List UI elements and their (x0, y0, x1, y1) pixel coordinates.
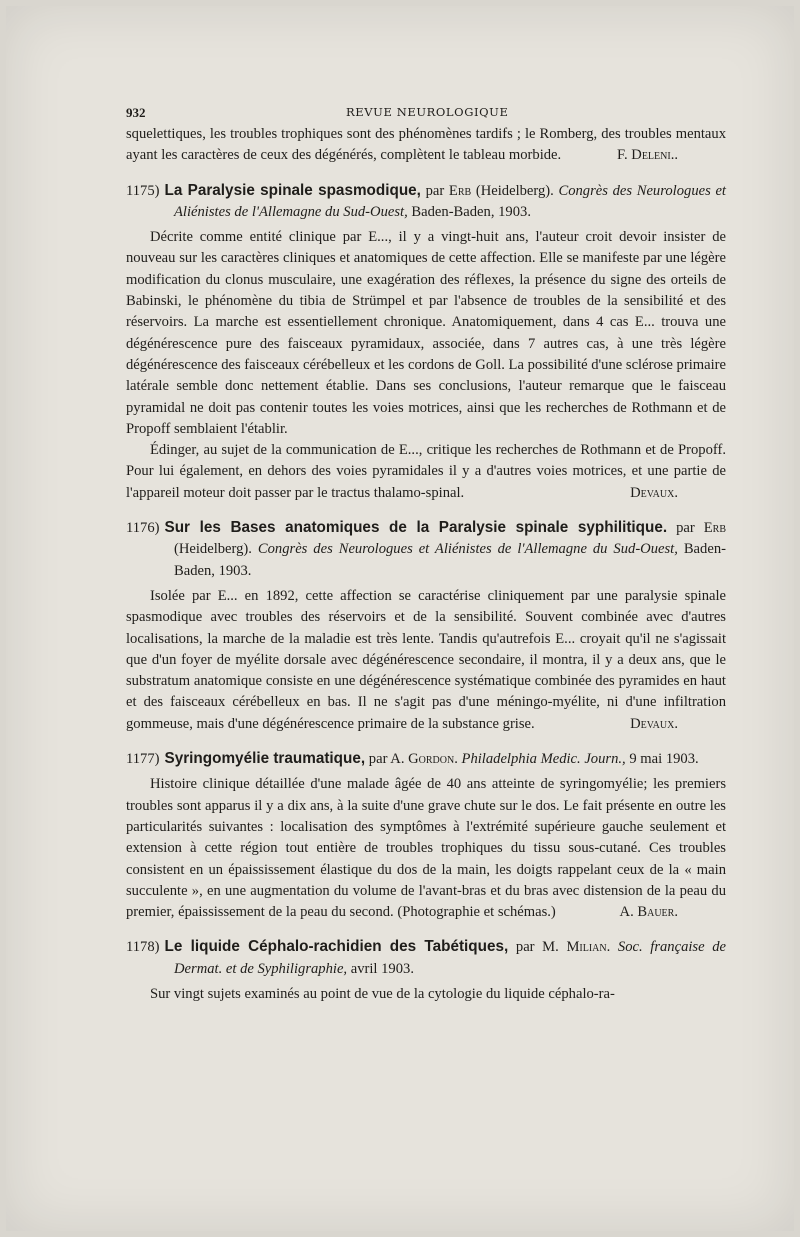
intro-signature: F. Deleni.. (617, 147, 678, 164)
review-text: Isolée par E... en 1892, cette affection se caractérise cliniquement par une paralysie spinale spasmodique avec troubles des réservoirs et de la sensibilité. Souvent combinée avec d'autres localisations, la marche de la maladie est très lente. Tandis qu'autrefois E... croyait qu'il ne s'agissait que d'un foyer de myélite dorsale avec dégénérescence secondaire, il montra, il y a deux ans, que le substratum anatomique consiste en une dégénérescence systématique combinée des pyramides en haut et des faisceaux cérébelleux en bas. Il ne s'agit pas d'une méningo-myélite, ni d'une infiltration gommeuse, mais d'une dégénérescence primaire de la substance grise. (126, 587, 726, 732)
entry-1177 (126, 748, 726, 923)
article-title: Le liquide Céphalo-rachidien des Tabétiques, (164, 938, 509, 956)
author-name: Erb (703, 520, 726, 537)
entry-heading (126, 936, 726, 980)
review-text: Histoire clinique détaillée d'une malade âgée de 40 ans atteinte de syringomyélie; les premiers troubles sont apparus il y a dix ans, à la suite d'une grave chute sur le dos. Le fait présente en outre les particularités suivantes : localisation des symptômes à l'extrémité supérieure gauche seulement et extension à cette région tout entière de troubles trophiques du tissu sous-cutané. Ces troubles consistent en un épaississement élastique du dos de la main, les doigts rappelant ceux de la « main succulente », en une augmentation du volume de l'avant-bras et du bras avec distension de la peau du premier, épaississement de la peau du second. (Photographie et schémas.) (126, 776, 726, 921)
author-name: Gordon. (408, 751, 458, 768)
source-title: Philadelphia Medic. Journ., (461, 751, 626, 768)
intro-paragraph (126, 124, 726, 167)
entry-1176 (126, 517, 726, 735)
author-name: Erb (448, 182, 472, 199)
author-place: (Heidelberg). (174, 541, 252, 558)
location-date: Baden-Baden, 1903. (411, 203, 531, 220)
author-name: Milian. (566, 939, 611, 956)
running-head (126, 102, 726, 124)
reviewer-signature: Devaux. (630, 484, 678, 501)
location-date: Baden-Baden, 1903. (174, 541, 726, 579)
review-paragraph (126, 586, 726, 735)
intro-text: squelettiques, les troubles trophiques sont des phénomènes tardifs ; le Romberg, des troubles mentaux ayant les caractères de ceux des dégénérés, complètent le tableau morbide. (126, 126, 726, 164)
review-paragraph: Sur vingt sujets examinés au point de vue de la cytologie du liquide céphalo-ra- (150, 985, 615, 1002)
source-title: Congrès des Neurologues et Aliénistes de l'Allemagne du Sud-Ouest, (257, 541, 678, 558)
reviewer-signature: A. Bauer. (619, 904, 678, 921)
entry-heading (126, 748, 726, 770)
review-paragraph (126, 440, 726, 504)
author-place: (Heidelberg). (475, 182, 554, 199)
by-word: par (676, 520, 695, 537)
review-paragraph (126, 774, 726, 923)
entry-number: 1175) (126, 182, 160, 199)
review-paragraph: Décrite comme entité clinique par E..., il y a vingt-huit ans, l'auteur croit devoir insister de nouveau sur les caractères cliniques et anatomiques de cette affection. Elle se manifeste par une légère modification du clonus musculaire, une exagération des réflexes, la présence du signe des orteils de Babinski, le phénomène du tibia de Strümpel et par l'absence de troubles de la sensibilité et des réservoirs. La marche est essentiellement chronique. Anatomiquement, dans 4 cas E... trouva une dégénérescence pure des faisceaux pyramidaux, associée, dans 7 autres cas, à une très légère dégénérescence des faisceaux cérébelleux et les cordons de Goll. La possibilité d'une sclérose primaire latérale semble donc nettement établie. Dans ses conclusions, l'auteur remarque que le faisceau pyramidal ne doit pas contenir toutes les voies motrices, ainsi que les recherches de Rothmann et de Propoff semblaient l'établir. (126, 229, 726, 437)
entry-heading (126, 517, 726, 582)
article-title: Sur les Bases anatomiques de la Paralysie spinale syphilitique. (164, 519, 668, 537)
text-block (126, 102, 726, 1005)
entry-number: 1178) (126, 939, 160, 956)
journal-title: REVUE NEUROLOGIQUE (346, 105, 509, 119)
source-title: Congrès des Neurologues et Aliénistes de l'Allemagne du Sud-Ouest, (174, 182, 726, 220)
entry-1175 (126, 180, 726, 504)
document-page (6, 6, 794, 1231)
entry-number: 1176) (126, 520, 160, 537)
article-title: La Paralysie spinale spasmodique, (164, 181, 421, 199)
article-title: Syringomyélie traumatique, (164, 750, 366, 768)
review-text: Édinger, au sujet de la communication de E..., critique les recherches de Rothmann et de Propoff. Pour lui également, en dehors des voies pyramidales il y a d'autres voies motrices, et une partie de l'appareil moteur doit passer par le tractus thalamo-spinal. (126, 442, 726, 501)
by-word: par A. (368, 751, 405, 768)
by-word: par M. (515, 939, 559, 956)
entry-1178 (126, 936, 726, 1005)
by-word: par (425, 182, 445, 199)
page-number: 932 (126, 105, 146, 120)
source-title: Soc. française de Dermat. et de Syphiligraphie, (174, 939, 726, 977)
entry-heading (126, 180, 726, 224)
entry-number: 1177) (126, 751, 160, 768)
location-date: 9 mai 1903. (629, 751, 699, 768)
reviewer-signature: Devaux. (630, 715, 678, 732)
location-date: avril 1903. (350, 960, 414, 977)
